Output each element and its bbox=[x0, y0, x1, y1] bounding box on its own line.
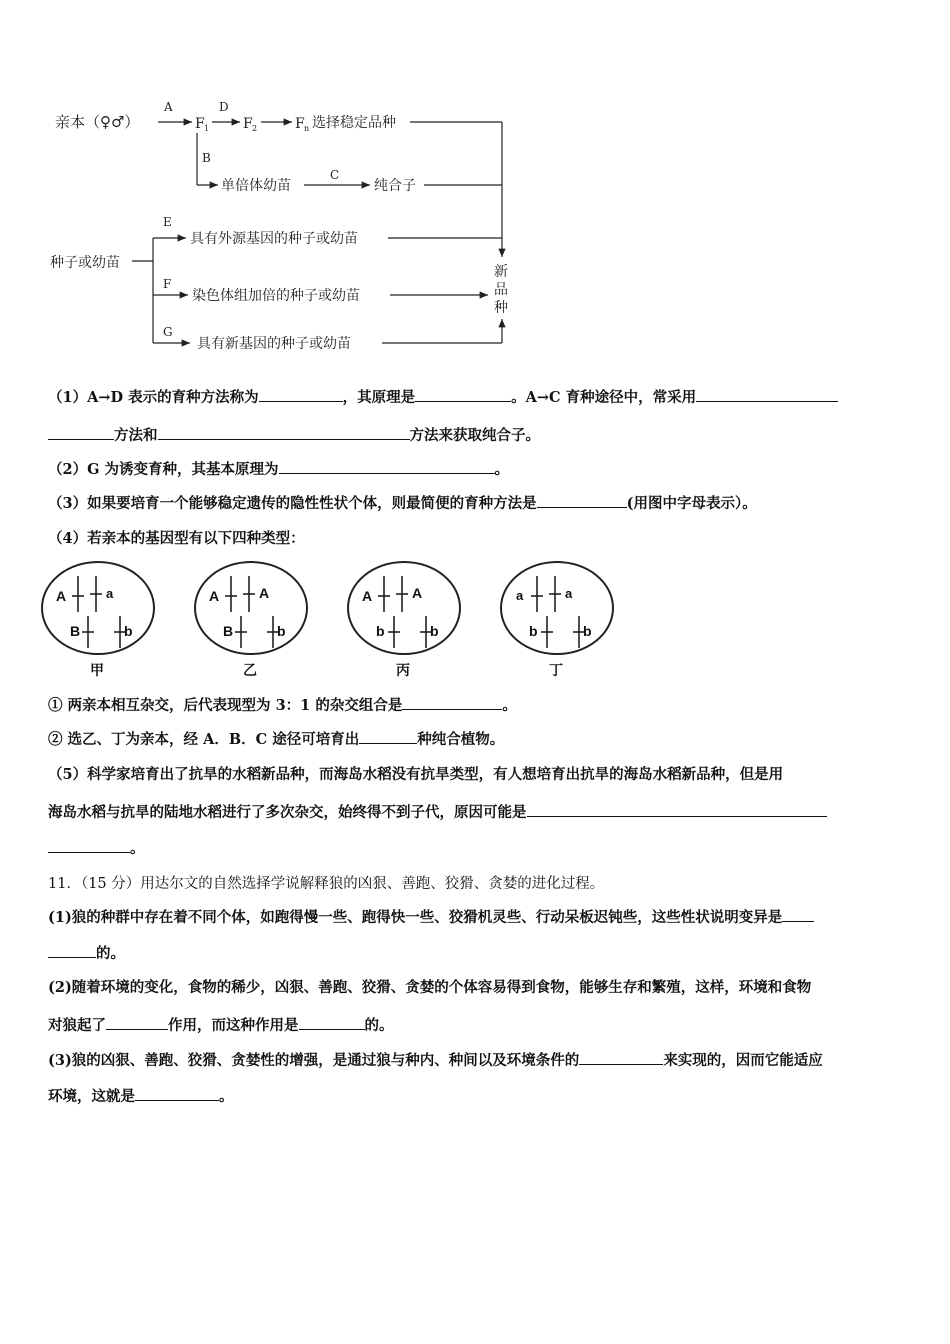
q10-part2: （2）G 为诱变育种，其基本原理为 。 bbox=[48, 461, 510, 478]
answer-blank[interactable] bbox=[415, 388, 511, 402]
q10-part5-line3: 。 bbox=[48, 837, 145, 858]
q11-heading: 11．（15 分）用达尔文的自然选择学说解释狼的凶狠、善跑、狡猾、贪婪的进化过程。 bbox=[48, 876, 605, 892]
allele: b bbox=[430, 623, 439, 639]
label-g: G bbox=[163, 325, 173, 339]
allele: a bbox=[106, 586, 114, 601]
answer-blank[interactable] bbox=[48, 944, 96, 958]
allele: B bbox=[70, 623, 81, 639]
q10-sub1: ① 两亲本相互杂交，后代表现型为 3：1 的杂交组合是 。 bbox=[48, 697, 517, 714]
exo-label: 具有外源基因的种子或幼苗 bbox=[190, 231, 358, 247]
allele: B bbox=[223, 623, 234, 639]
answer-blank[interactable] bbox=[106, 1016, 168, 1030]
allele: A bbox=[209, 588, 220, 604]
cell-yi bbox=[195, 562, 307, 678]
label-e: E bbox=[163, 215, 172, 229]
allele: b bbox=[529, 623, 538, 639]
answer-blank[interactable] bbox=[579, 1051, 663, 1065]
f2-sub: 2 bbox=[252, 124, 258, 133]
answer-blank[interactable] bbox=[48, 426, 114, 440]
q10-part5-line1: （5）科学家培育出了抗旱的水稻新品种，而海岛水稻没有抗旱类型，有人想培育出抗旱的海岛水稻新品种，但是用 bbox=[48, 766, 784, 783]
cell-name: 甲 bbox=[90, 662, 104, 678]
cell-ding bbox=[501, 562, 613, 678]
q11-part1-line2: 的。 bbox=[48, 942, 125, 963]
answer-blank[interactable] bbox=[782, 908, 814, 922]
q11-part3-line2: 环境，这就是 。 bbox=[48, 1088, 234, 1105]
f2-label: F bbox=[243, 116, 253, 132]
cell-jia bbox=[42, 562, 154, 678]
answer-blank[interactable] bbox=[158, 426, 410, 440]
allele: b bbox=[583, 623, 592, 639]
answer-blank[interactable] bbox=[135, 1087, 219, 1101]
cell-name: 乙 bbox=[243, 662, 257, 678]
q10-part3: （3）如果要培育一个能够稳定遗传的隐性性状个体，则最简便的育种方法是 (用图中字母表示）。 bbox=[48, 495, 757, 512]
answer-blank[interactable] bbox=[279, 460, 495, 474]
f1-label: F bbox=[195, 116, 205, 132]
answer-blank[interactable] bbox=[537, 494, 627, 508]
allele: A bbox=[259, 585, 270, 601]
q10-part5-line2: 海岛水稻与抗旱的陆地水稻进行了多次杂交，始终得不到子代，原因可能是 bbox=[48, 801, 827, 822]
new-variety-1: 新 bbox=[494, 264, 508, 280]
cell-bing bbox=[348, 562, 460, 678]
fn-sub: n bbox=[304, 124, 310, 133]
label-b: B bbox=[202, 151, 211, 165]
allele: a bbox=[516, 588, 524, 603]
label-d: D bbox=[219, 100, 229, 114]
q11-part1-line1: (1)狼的种群中存在着不同个体，如跑得慢一些、跑得快一些、狡猾机灵些、行动呆板迟钝些，这些性状说明变异是 bbox=[48, 906, 814, 927]
answer-blank[interactable] bbox=[299, 1016, 365, 1030]
f1-sub: 1 bbox=[204, 124, 210, 133]
allele: b bbox=[376, 623, 385, 639]
pure-label: 纯合子 bbox=[374, 178, 416, 194]
q11-part3-line1: (3)狼的凶狠、善跑、狡猾、贪婪性的增强，是通过狼与种内、种间以及环境条件的 来实现的，因而它能适应 bbox=[48, 1052, 823, 1069]
parent-label: 亲本（♀♂） bbox=[55, 113, 140, 131]
allele: A bbox=[362, 588, 373, 604]
allele: A bbox=[412, 585, 423, 601]
q11-part2-line2: 对狼起了 作用，而这种作用是 的。 bbox=[48, 1017, 394, 1034]
cell-name: 丁 bbox=[549, 662, 563, 678]
new-variety-3: 种 bbox=[494, 300, 508, 316]
genotype-cells bbox=[40, 558, 640, 683]
answer-blank[interactable] bbox=[259, 388, 343, 402]
q11-part2-line1: (2)随着环境的变化，食物的稀少，凶狠、善跑、狡猾、贪婪的个体容易得到食物，能够生存和繁殖，这样，环境和食物 bbox=[48, 979, 812, 996]
q10-part1-line2: 方法和 方法来获取纯合子。 bbox=[48, 424, 540, 445]
answer-blank[interactable] bbox=[527, 803, 827, 817]
answer-blank[interactable] bbox=[359, 730, 417, 744]
allele: a bbox=[565, 586, 573, 601]
label-f: F bbox=[163, 277, 172, 291]
answer-blank[interactable] bbox=[696, 388, 838, 402]
seeds-label: 种子或幼苗 bbox=[50, 255, 120, 271]
allele: A bbox=[56, 588, 67, 604]
answer-blank[interactable] bbox=[402, 696, 502, 710]
breeding-diagram bbox=[40, 95, 530, 360]
newgene-label: 具有新基因的种子或幼苗 bbox=[197, 336, 351, 352]
label-a: A bbox=[164, 100, 173, 114]
fn-label: F bbox=[295, 116, 305, 132]
q10-part4: （4）若亲本的基因型有以下四种类型： bbox=[48, 530, 305, 547]
q10-part1-line1: （1）A→D 表示的育种方法称为 ，其原理是 。A→C 育种途径中，常采用 bbox=[48, 386, 838, 407]
label-c: C bbox=[330, 168, 340, 182]
haploid-label: 单倍体幼苗 bbox=[221, 178, 291, 194]
allele: b bbox=[277, 623, 286, 639]
fn-text: 选择稳定品种 bbox=[312, 115, 396, 131]
allele: b bbox=[124, 623, 133, 639]
new-variety-2: 品 bbox=[494, 282, 508, 298]
doubled-label: 染色体组加倍的种子或幼苗 bbox=[192, 288, 360, 304]
cell-name: 丙 bbox=[396, 662, 410, 678]
answer-blank[interactable] bbox=[48, 839, 130, 853]
q10-sub2: ② 选乙、丁为亲本，经 A．B．C 途径可培育出 种纯合植物。 bbox=[48, 731, 505, 748]
